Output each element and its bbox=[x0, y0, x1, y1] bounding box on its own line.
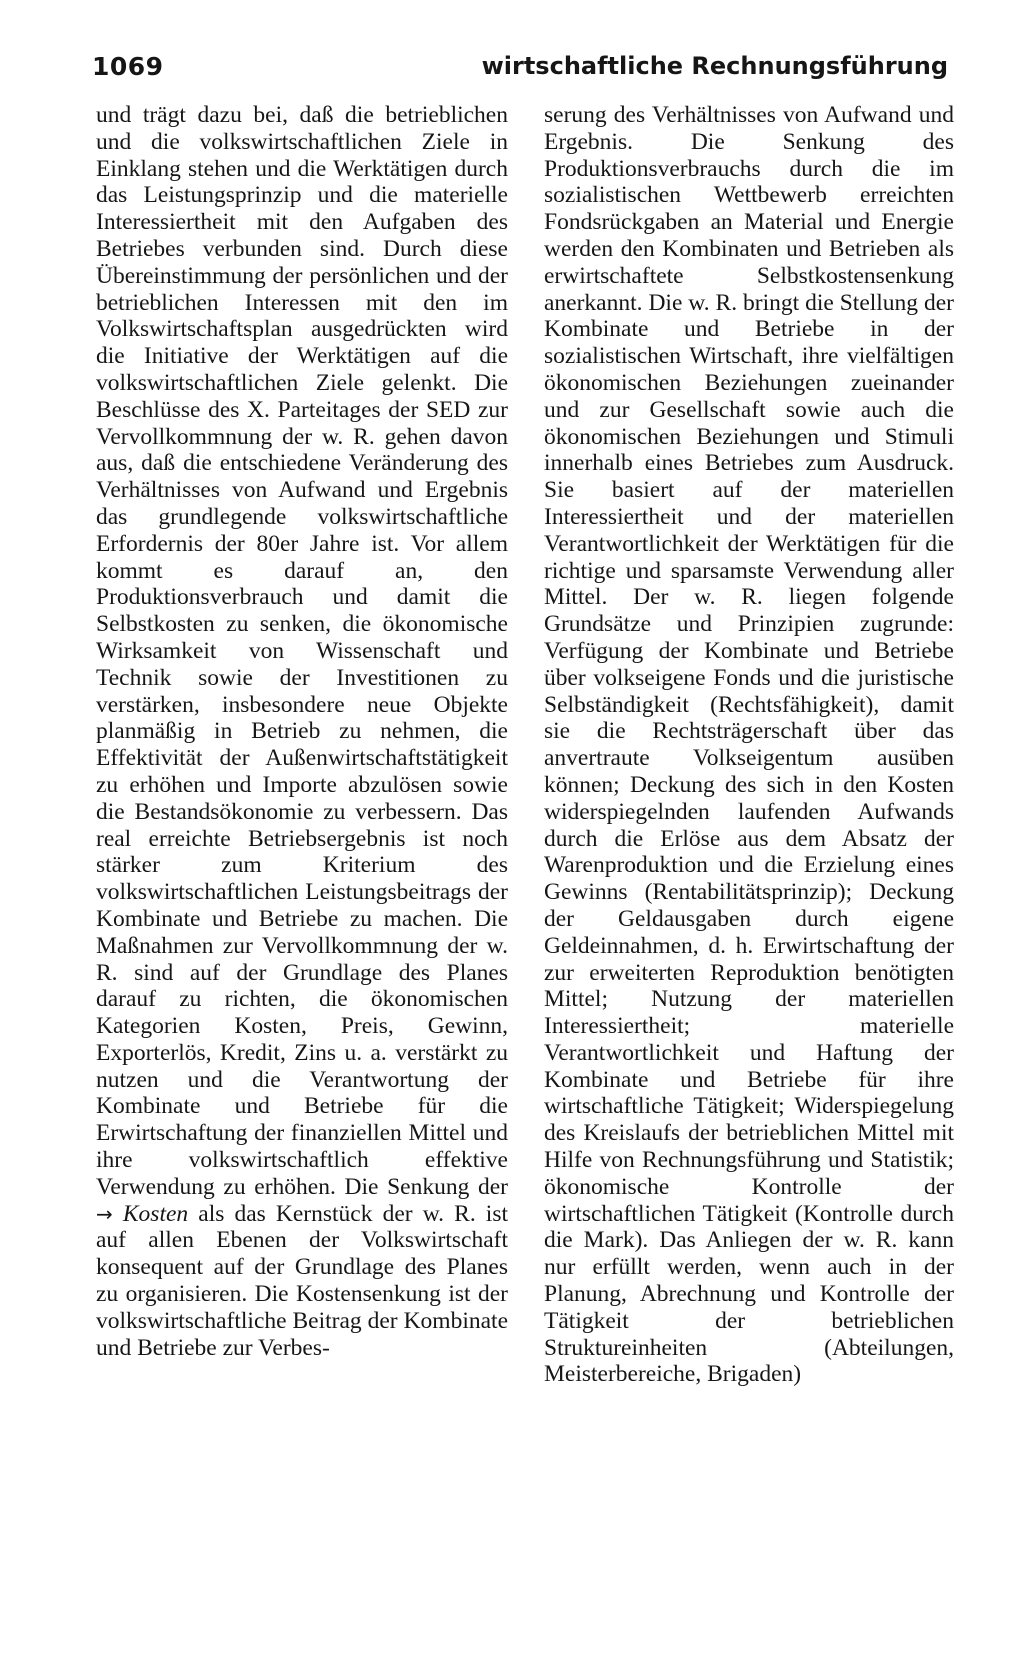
text-column-left bbox=[96, 102, 508, 1361]
paragraph-text-left: und trägt dazu bei, daß die betrieblichen und die volkswirtschaftlichen Ziele in Einklang stehen und die Werktätigen durch das Leistungsprinzip und die materielle Interessiertheit mit den Aufgaben des Betriebes verbunden sind. Durch diese Übereinstimmung der persönlichen und der betrieblichen Interessen mit den im Volkswirtschaftsplan ausgedrückten wird die Initiative der Werktätigen auf die volkswirtschaftlichen Ziele gelenkt. Die Beschlüsse des X. Parteitages der SED zur Vervollkommnung der w. R. gehen davon aus, daß die entschiedene Veränderung des Verhältnisses von Aufwand und Ergebnis das grundlegende volkswirtschaftliche Erfordernis der 80er Jahre ist. Vor allem kommt es darauf an, den Produktionsverbrauch und damit die Selbstkosten zu senken, die ökonomische Wirksamkeit von Wissenschaft und Technik sowie der Investitionen zu verstärken, insbesondere neue Objekte planmäßig in Betrieb zu nehmen, die Effektivität der Außenwirtschaftstätigkeit zu erhöhen und Importe abzulösen sowie die Bestandsökonomie zu verbessern. Das real erreichte Betriebsergebnis ist noch stärker zum Kriterium des volkswirtschaftlichen Leistungsbeitrags der Kombinate und Betriebe zu machen. Die Maßnahmen zur Vervollkommnung der w. R. sind auf der Grundlage des Planes darauf zu richten, die ökonomischen Kategorien Kosten, Preis, Gewinn, Exporterlös, Kredit, Zins u. a. verstärkt zu nutzen und die Verantwortung der Kombinate und Betriebe für die Erwirtschaftung der finanziellen Mittel und ihre volkswirtschaftlich effektive Verwendung zu erhöhen. Die Senkung der bbox=[96, 102, 508, 1200]
cross-reference-term[interactable]: Kosten bbox=[122, 1200, 189, 1227]
page-number: 1069 bbox=[92, 52, 164, 81]
running-head: wirtschaftliche Rechnungsführung bbox=[481, 52, 948, 80]
text-column-right bbox=[544, 102, 954, 1388]
paragraph-text-left-continued: als das Kernstück der w. R. ist auf allen Ebenen der Volkswirtschaft konsequent auf der Grundlage des Planes zu organisieren. Die Kostensenkung ist der volkswirtschaftliche Beitrag der Kombinate und Betriebe zur Verbes- bbox=[96, 1200, 508, 1361]
paragraph-text-right: serung des Verhältnisses von Aufwand und Ergebnis. Die Senkung des Produktionsverbrauchs durch die im sozialistischen Wettbewerb erreichten Fondsrückgaben an Material und Energie werden den Kombinaten und Betrieben als erwirtschaftete Selbstkostensenkung anerkannt. Die w. R. bringt die Stellung der Kombinate und Betriebe in der sozialistischen Wirtschaft, ihre vielfältigen ökonomischen Beziehungen zueinander und zur Gesellschaft sowie auch die ökonomischen Beziehungen und Stimuli innerhalb eines Betriebes zum Ausdruck. Sie basiert auf der materiellen Interessiertheit und der materiellen Verantwortlichkeit der Werktätigen für die richtige und sparsamste Verwendung aller Mittel. Der w. R. liegen folgende Grundsätze und Prinzipien zugrunde: Verfügung der Kombinate und Betriebe über volkseigene Fonds und die juristische Selbständigkeit (Rechtsfähigkeit), damit sie die Rechtsträgerschaft über das anvertraute Volkseigentum ausüben können; Deckung des sich in den Kosten widerspiegelnden laufenden Aufwands durch die Erlöse aus dem Absatz der Warenproduktion und die Erzielung eines Gewinns (Rentabilitätsprinzip); Deckung der Geldausgaben durch eigene Geldeinnahmen, d. h. Erwirtschaftung der zur erweiterten Reproduktion benötigten Mittel; Nutzung der materiellen Interessiertheit; materielle Verantwortlichkeit und Haftung der Kombinate und Betriebe für ihre wirtschaftliche Tätigkeit; Widerspiegelung des Kreislaufs der betrieblichen Mittel mit Hilfe von Rechnungsführung und Statistik; ökonomische Kontrolle der wirtschaftlichen Tätigkeit (Kontrolle durch die Mark). Das Anliegen der w. R. kann nur erfüllt werden, wenn auch in der Planung, Abrechnung und Kontrolle der Tätigkeit der betrieblichen Struktureinheiten (Abteilungen, Meisterbereiche, Brigaden) bbox=[544, 102, 954, 1388]
cross-reference-arrow-icon: → bbox=[96, 1201, 113, 1226]
